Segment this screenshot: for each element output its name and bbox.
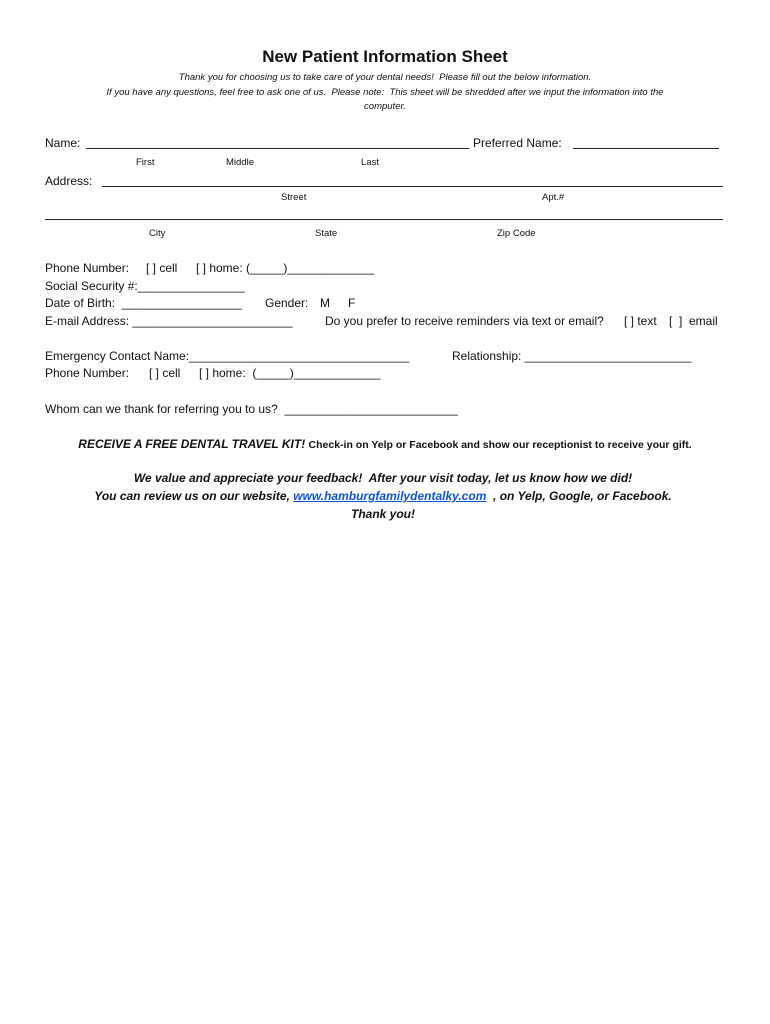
ssn-field[interactable]: Social Security #:________________ xyxy=(45,279,245,293)
phone-cell-checkbox[interactable]: [ ] cell xyxy=(146,261,178,275)
website-link[interactable]: www.hamburgfamilydentalky.com xyxy=(293,489,487,503)
phone-home-field[interactable]: [ ] home: (_____)_____________ xyxy=(196,261,375,275)
referral-field[interactable]: Whom can we thank for referring you to us? __________________________ xyxy=(45,402,458,416)
preferred-name-label: Preferred Name: xyxy=(473,136,562,150)
caption-last: Last xyxy=(361,157,379,168)
address-street-input-line[interactable] xyxy=(102,186,723,187)
promo-kit-text: RECEIVE A FREE DENTAL TRAVEL KIT! xyxy=(78,437,306,451)
reminder-question: Do you prefer to receive reminders via text or email? xyxy=(325,314,604,328)
emergency-home-field[interactable]: [ ] home: (_____)_____________ xyxy=(199,366,381,380)
caption-city: City xyxy=(149,228,166,239)
promo-line xyxy=(0,437,770,451)
caption-middle: Middle xyxy=(226,157,254,168)
email-field[interactable]: E-mail Address: ________________________ xyxy=(45,314,293,328)
page-title: New Patient Information Sheet xyxy=(262,47,508,66)
gender-m-option[interactable]: M xyxy=(320,296,330,310)
relationship-field[interactable]: Relationship: _________________________ xyxy=(452,349,692,363)
dob-field[interactable]: Date of Birth: __________________ xyxy=(45,296,242,310)
intro-line-2: If you have any questions, feel free to ask one of us. Please note: This sheet will be shredded after we input the information into the xyxy=(106,87,664,98)
name-input-line[interactable] xyxy=(86,148,469,149)
feedback-thank-you: Thank you! xyxy=(350,507,415,521)
caption-state: State xyxy=(315,228,338,239)
caption-zip: Zip Code xyxy=(497,228,536,239)
emergency-contact-field[interactable]: Emergency Contact Name:_________________________________ xyxy=(45,349,410,363)
gender-label: Gender: xyxy=(265,296,309,310)
feedback-line-1: We value and appreciate your feedback! After your visit today, let us know how we did! xyxy=(133,471,633,485)
caption-first: First xyxy=(136,157,155,168)
phone-label: Phone Number: xyxy=(45,261,130,275)
reminder-email-checkbox[interactable]: [ ] email xyxy=(669,314,718,328)
promo-instructions: Check-in on Yelp or Facebook and show our receptionist to receive your gift. xyxy=(308,439,692,451)
preferred-name-input-line[interactable] xyxy=(573,148,719,149)
reminder-text-checkbox[interactable]: [ ] text xyxy=(624,314,657,328)
caption-apt: Apt.# xyxy=(542,192,565,203)
name-label: Name: xyxy=(45,136,81,150)
gender-f-option[interactable]: F xyxy=(348,296,356,310)
caption-street: Street xyxy=(281,192,307,203)
feedback-line-2 xyxy=(0,489,766,503)
address-label: Address: xyxy=(45,174,93,188)
feedback-line-2-after: , on Yelp, Google, or Facebook. xyxy=(486,489,672,503)
intro-line-1: Thank you for choosing us to take care of your dental needs! Please fill out the below information. xyxy=(178,72,592,83)
emergency-phone-label: Phone Number: xyxy=(45,366,130,380)
emergency-cell-checkbox[interactable]: [ ] cell xyxy=(149,366,181,380)
intro-line-3: computer. xyxy=(364,101,406,112)
feedback-line-2-before: You can review us on our website, xyxy=(94,489,294,503)
address-city-input-line[interactable] xyxy=(45,219,723,220)
